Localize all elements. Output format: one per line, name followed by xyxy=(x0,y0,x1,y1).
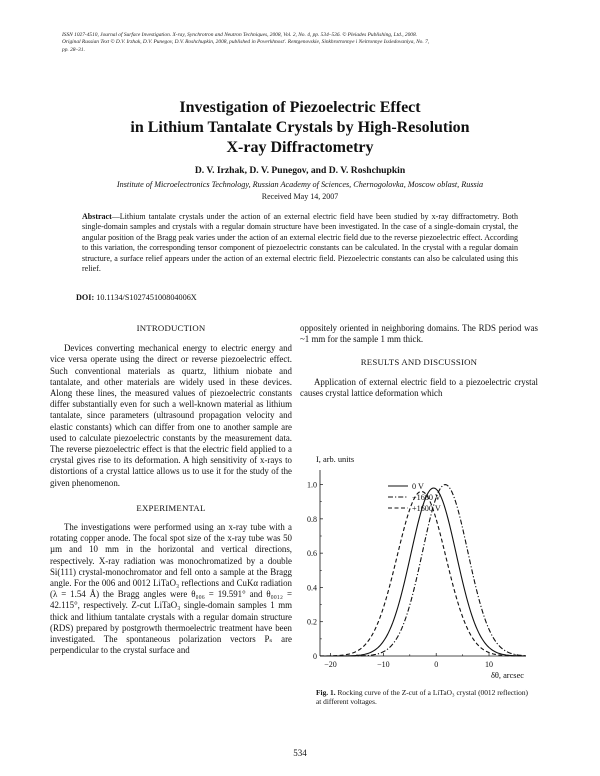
continuation-body xyxy=(300,323,538,345)
header-line-1: ISSN 1027-4510, Journal of Surface Investigation. X-ray, Synchrotron and Neutron Techniques, 2008, Vol. 2, No. 4, pp. 534–536. © Pleiades Publishing, Ltd., 2008. xyxy=(62,32,418,38)
right-column xyxy=(300,323,538,399)
experimental-heading: EXPERIMENTAL xyxy=(136,502,206,513)
introduction-body xyxy=(50,343,292,489)
x-axis-label: δθ, arcsec xyxy=(490,671,524,680)
y-tick-label: 0 xyxy=(313,652,317,661)
y-tick-label: 0.8 xyxy=(307,514,317,524)
x-tick-label: 0 xyxy=(434,660,439,669)
legend-label-2: +1600 V xyxy=(412,504,441,513)
x-tick-label: −10 xyxy=(377,660,390,669)
legend-label-0: 0 V xyxy=(412,482,424,491)
abstract-label: Abstract xyxy=(82,212,112,221)
title-line-1: Investigation of Piezoelectric Effect xyxy=(179,99,421,116)
series-line-2 xyxy=(320,491,526,656)
figure-caption xyxy=(316,688,528,706)
results-heading: RESULTS AND DISCUSSION xyxy=(360,357,478,368)
y-tick-label: 0.6 xyxy=(307,549,317,559)
results-body xyxy=(300,377,538,399)
x-tick-label: 10 xyxy=(485,660,494,669)
doi-value[interactable]: 10.1134/S102745100804006X xyxy=(96,293,197,302)
experimental-text: The investigations were performed using an x-ray tube with a rotating copper anode. The focal spot size of the x-ray tube was 50 µm and 10 mm in the horizontal and vertical directions, respectively. X-ray radiation was monochromatized by a double Si(111) crystal-monochromator and fell onto a sample at the Bragg angle. For the 006 and 0012 LiTaO₃ reflections and CuKα radiation (λ = 1.54 Å) the Bragg angles were θ₀₀₆ = 19.591° and θ₀₀₁₂ = 42.115°, respectively. Z-cut LiTaO₃ single-domain samples 1 mm thick and lithium tantalate crystals with a regular domain structure (RDS) prepared by postgrowth thermoelectric treatment have been investigated. The spontaneous polarization vectors Pₛ are perpendicular to the crystal surface and xyxy=(50,522,292,656)
page-number: 534 xyxy=(293,748,307,758)
experimental-body xyxy=(50,522,292,656)
abstract xyxy=(82,212,518,274)
affiliation: Institute of Microelectronics Technology, Russian Academy of Sciences, Chernogolovka, Moscow oblast, Russia xyxy=(116,180,484,189)
y-tick-label: 0.4 xyxy=(307,583,317,593)
continuation-text: oppositely oriented in neighboring domains. The RDS period was ~1 mm for the sample 1 mm thick. xyxy=(300,323,538,345)
results-text: Application of external electric field to a piezoelectric crystal causes crystal lattice deformation which xyxy=(300,376,538,398)
abstract-text: —Lithium tantalate crystals under the action of an external electric field have been studied by x-ray diffractometry. Both single-domain samples and crystals with a regular domain structure have been investigated. In the case of a single-domain crystal, the angular position of the Bragg peak varies under the action of an external electric field due to the reverse piezoelectric effect. According to this variation, the corresponding tensor component of piezoelectric constants can be calculated. In the crystal with a regular domain structure, a surface relief appears under the action of an external electric field. Piezoelectric constants can also be calculated using this relief. xyxy=(82,212,518,274)
rocking-curve-chart xyxy=(300,448,540,680)
title-line-2: in Lithium Tantalate Crystals by High-Resolution xyxy=(130,119,470,136)
introduction-heading: INTRODUCTION xyxy=(136,323,206,333)
series-line-0 xyxy=(320,488,526,656)
figure-label: Fig. 1. xyxy=(316,688,336,697)
y-tick-label: 1.0 xyxy=(307,480,317,490)
introduction-text: Devices converting mechanical energy to electric energy and vice versa operate using the direct or reverse piezoelectric effect. Such conventional materials as quartz, lithium niobate and tantalate, and other materials are widely used in these devices. Along these lines, the measured values of piezoelectric constants differ substantially even for such a well-known material as lithium tantalate, since parameters (ultrasound propagation velocity and elastic constants) which can differ from one to another sample are used to calculate piezoelectric constants by the measurement data. The reverse piezoelectric effect is that the electric field applied to a crystal gives rise to its deformation. A high sensitivity of x-rays to distortions of a crystal lattice allows us to use it for the study of the given phenomenon. xyxy=(50,343,292,488)
legend-label-1: −1600 V xyxy=(412,493,441,502)
journal-header xyxy=(62,32,542,54)
y-tick-label: 0.2 xyxy=(307,617,317,627)
doi xyxy=(76,293,197,302)
doi-label: DOI: xyxy=(76,293,95,302)
title-line-3: X-ray Diffractometry xyxy=(226,139,374,156)
received-date: Received May 14, 2007 xyxy=(261,192,339,201)
paper-title xyxy=(60,98,540,158)
x-tick-label: −20 xyxy=(324,660,337,669)
left-column xyxy=(50,323,292,656)
header-line-3: pp. 28–31. xyxy=(62,46,85,53)
figure-caption-text: Rocking curve of the Z-cut of a LiTaO₃ crystal (0012 reflection) at different voltages. xyxy=(316,688,528,707)
authors: D. V. Irzhak, D. V. Punegov, and D. V. Roshchupkin xyxy=(194,165,406,176)
y-axis-label: I, arb. units xyxy=(316,455,355,464)
header-line-2: Original Russian Text © D.V. Irzhak, D.V. Punegov, D.V. Roshchupkin, 2008, published in Poverkhnost'. Rentgenovskie, Sinkhrotronnye i Neitronnye Issledovaniya, No. 7, xyxy=(62,39,430,46)
